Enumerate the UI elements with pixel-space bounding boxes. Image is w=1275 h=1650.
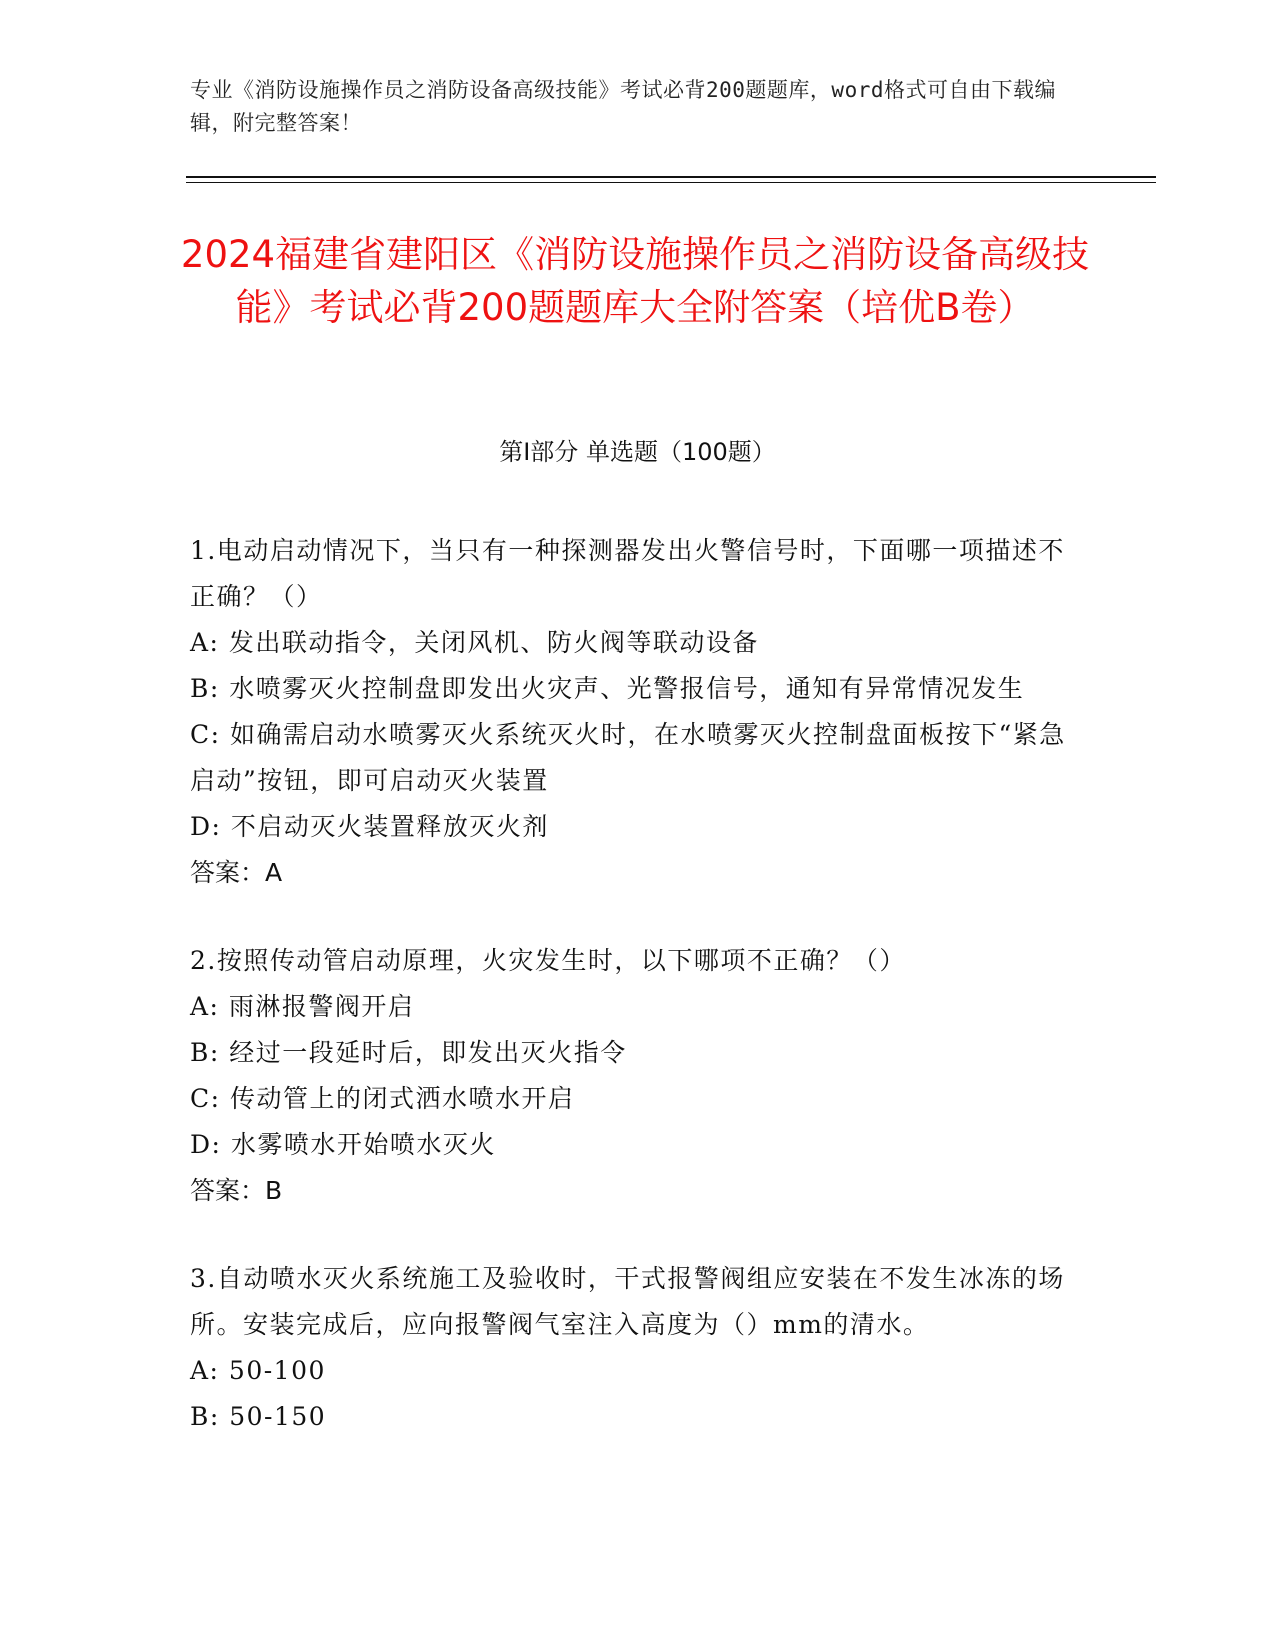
header-divider-thin bbox=[186, 182, 1156, 183]
question-stem: 2.按照传动管启动原理，火灾发生时，以下哪项不正确？（） bbox=[190, 946, 906, 975]
question-answer: 答案：A bbox=[190, 858, 283, 887]
header-note: 专业《消防设施操作员之消防设备高级技能》考试必背200题题库，word格式可自由下载编辑，附完整答案！ bbox=[190, 78, 1056, 135]
question-option: D: 不启动灭火装置释放灭火剂 bbox=[190, 812, 549, 841]
question-option: A: 发出联动指令，关闭风机、防火阀等联动设备 bbox=[190, 628, 759, 657]
question-stem: 1.电动启动情况下，当只有一种探测器发出火警信号时，下面哪一项描述不正确？（） bbox=[190, 536, 1065, 611]
question-item bbox=[190, 1256, 1080, 1440]
question-option: C: 传动管上的闭式洒水喷水开启 bbox=[190, 1084, 575, 1113]
section-title: 第I部分 单选题（100题） bbox=[499, 438, 776, 466]
question-list bbox=[190, 528, 1080, 1482]
question-option: B: 水喷雾灭火控制盘即发出火灾声、光警报信号，通知有异常情况发生 bbox=[190, 674, 1025, 703]
question-option: B: 50-150 bbox=[190, 1402, 327, 1431]
question-stem: 3.自动喷水灭火系统施工及验收时，干式报警阀组应安装在不发生冰冻的场所。安装完成后，应向报警阀气室注入高度为（）mm的清水。 bbox=[190, 1264, 1065, 1339]
question-item bbox=[190, 938, 1080, 1214]
document-title: 2024福建省建阳区《消防设施操作员之消防设备高级技能》考试必背200题题库大全附答案（培优B卷） bbox=[180, 233, 1090, 329]
question-option: A: 雨淋报警阀开启 bbox=[190, 992, 415, 1021]
question-option: A: 50-100 bbox=[190, 1356, 326, 1385]
question-item bbox=[190, 528, 1080, 896]
question-option: D: 水雾喷水开始喷水灭火 bbox=[190, 1130, 496, 1159]
question-option: B: 经过一段延时后，即发出灭火指令 bbox=[190, 1038, 627, 1067]
question-option: C: 如确需启动水喷雾灭火系统灭火时，在水喷雾灭火控制盘面板按下“紧急启动”按钮，即可启动灭火装置 bbox=[190, 720, 1066, 795]
question-answer: 答案：B bbox=[190, 1176, 283, 1205]
header-divider-thick bbox=[186, 176, 1156, 178]
